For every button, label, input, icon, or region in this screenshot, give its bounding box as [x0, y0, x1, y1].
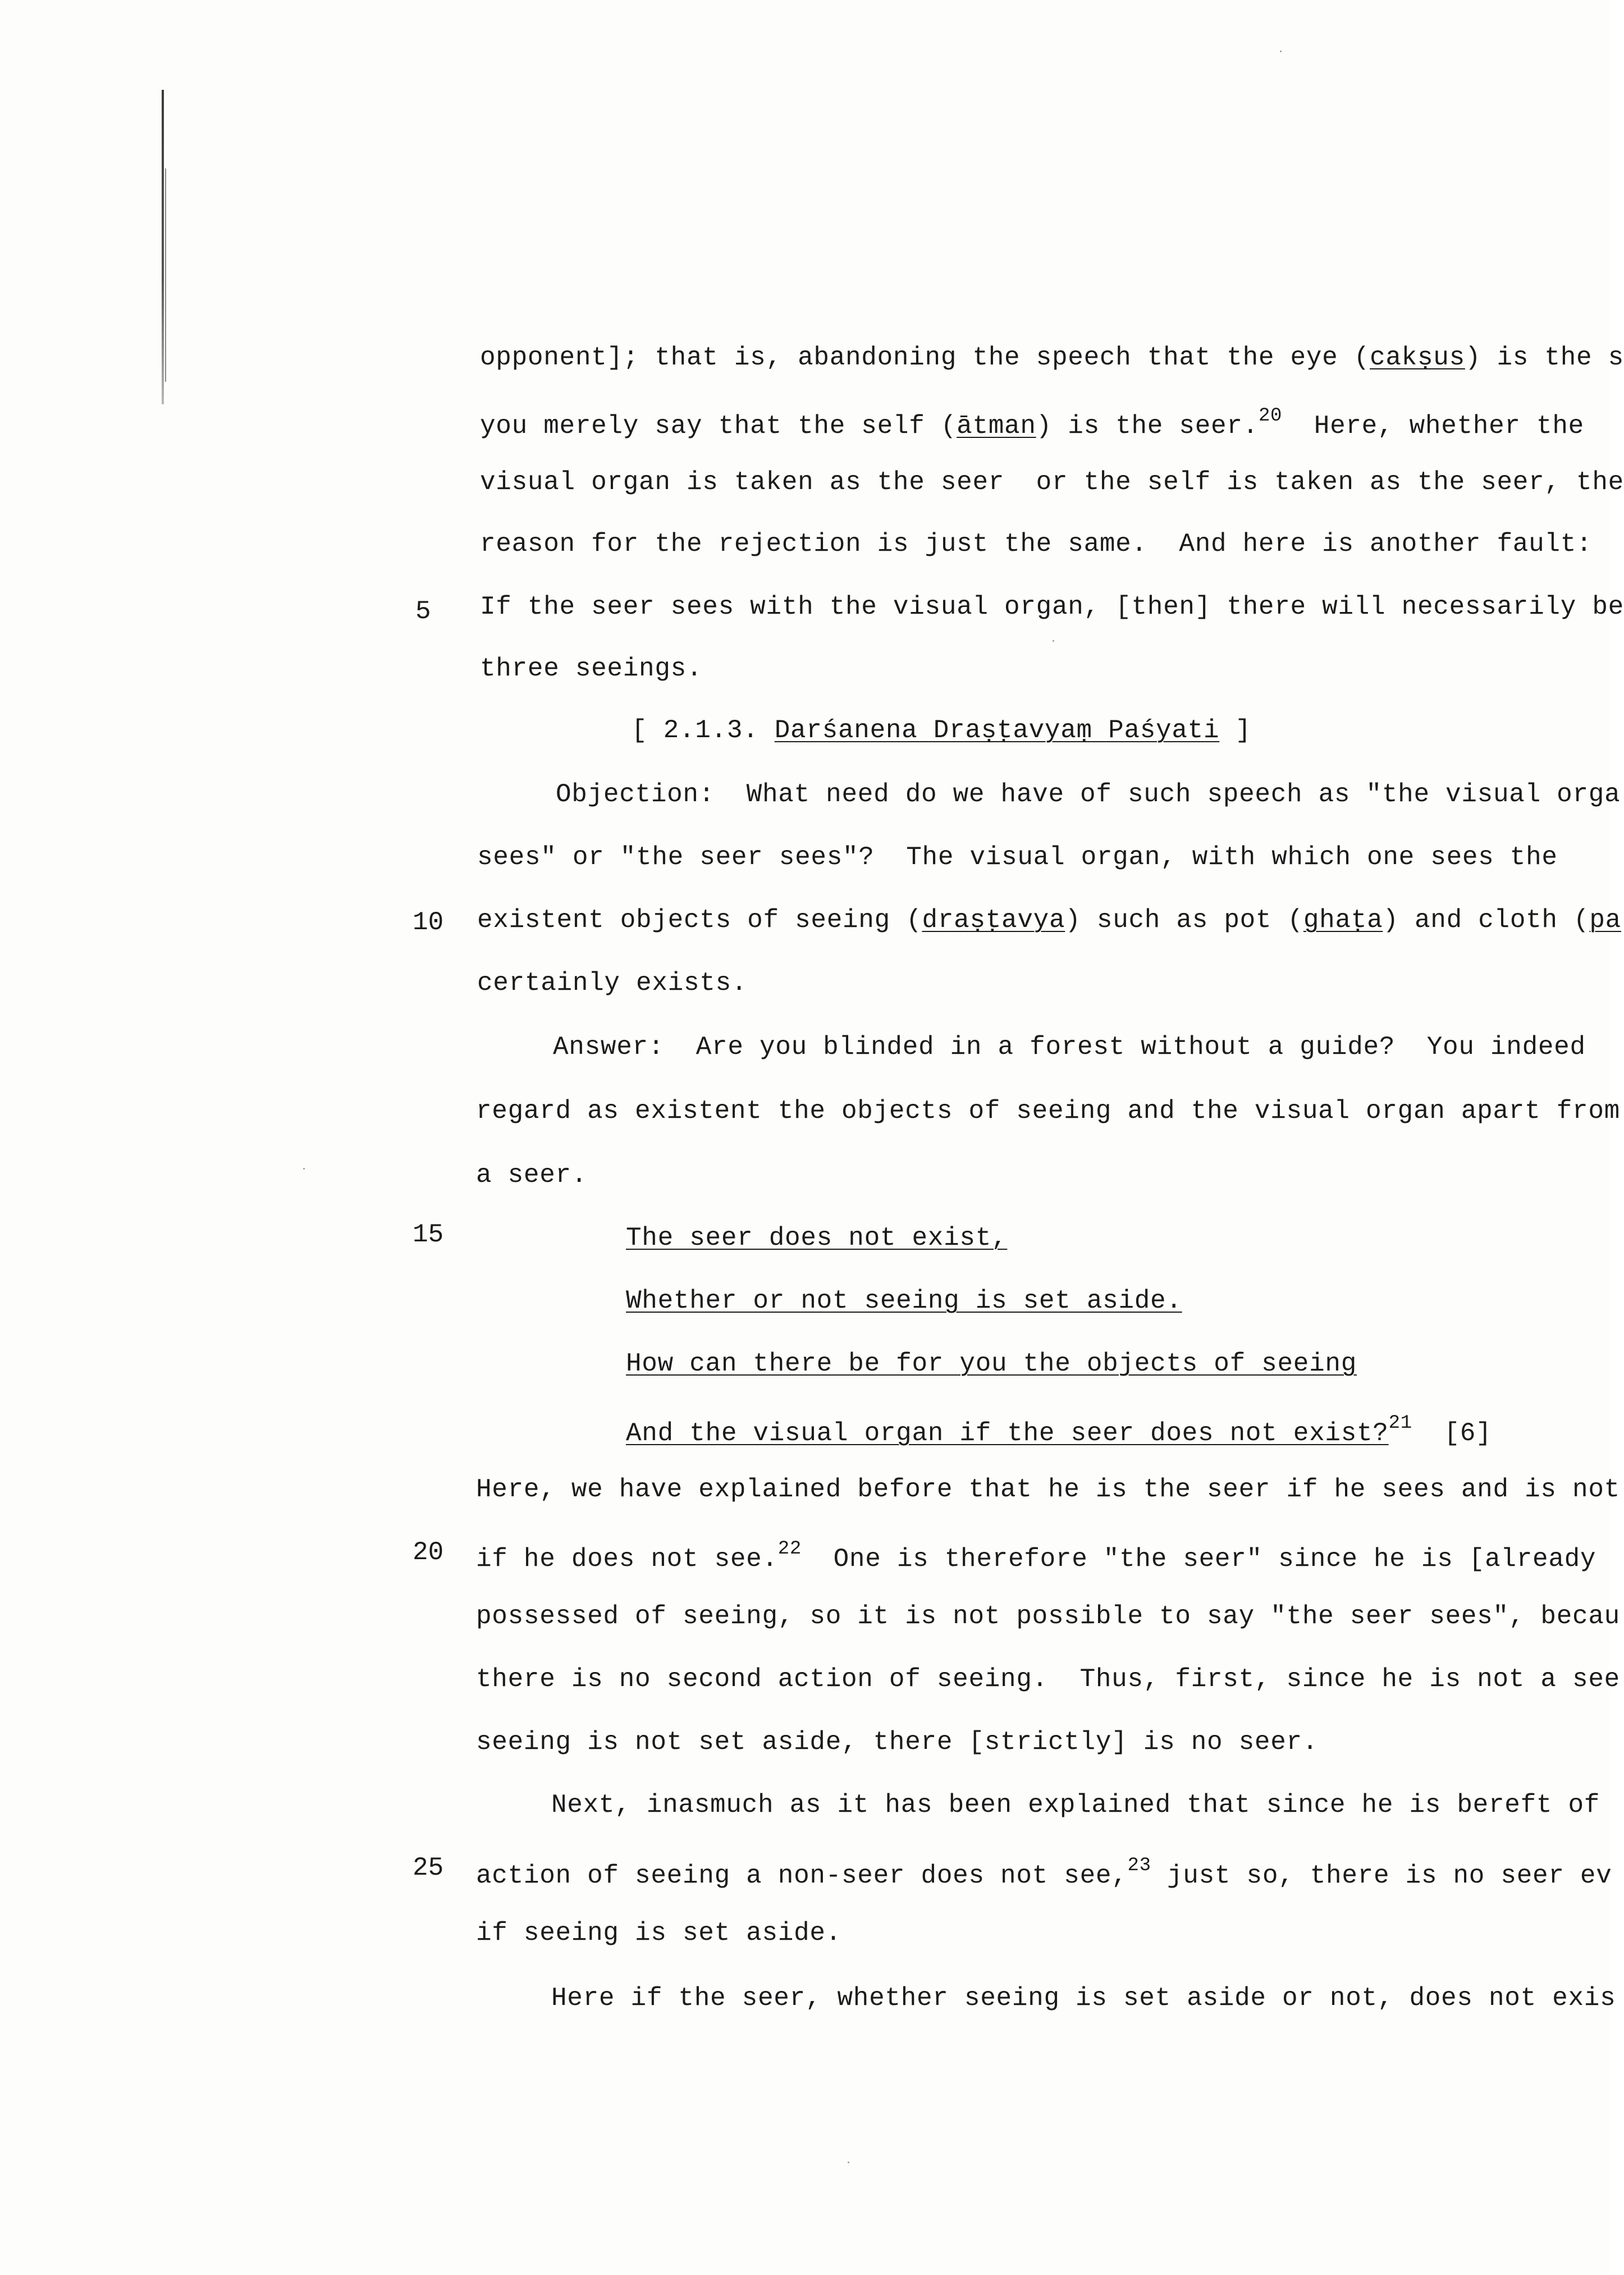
scan-edge-mark [162, 90, 164, 404]
footnote-ref: 21 [1388, 1413, 1412, 1434]
scan-speck [1053, 640, 1054, 642]
text-line: sees" or "the seer sees"? The visual organ, with which one sees the [477, 843, 1558, 872]
text-line: Objection: What need do we have of such speech as "the visual orga [556, 780, 1621, 809]
line-number: 15 [413, 1220, 444, 1249]
line-number: 20 [413, 1538, 444, 1567]
text-line: Answer: Are you blinded in a forest without a guide? You indeed [553, 1033, 1586, 1062]
text-line: seeing is not set aside, there [strictly] is no seer. [476, 1728, 1319, 1757]
footnote-ref: 23 [1127, 1855, 1151, 1876]
text-line: opponent]; that is, abandoning the speech that the eye (cakṣus) is the s [480, 343, 1624, 372]
text-line: if he does not see.$^{22}$ One is therefore "the seer" since he is [already [476, 1538, 1596, 1574]
text-line: possessed of seeing, so it is not possible to say "the seer sees", becau [476, 1602, 1620, 1631]
text-line: Here, we have explained before that he is the seer if he sees and is not [476, 1475, 1620, 1504]
verse-line: And the visual organ if the seer does not exist?$^{21}$ [6] [626, 1413, 1492, 1448]
text-line: three seeings. [480, 654, 703, 683]
text-line: there is no second action of seeing. Thus, first, since he is not a see [476, 1665, 1620, 1694]
text-line: regard as existent the objects of seeing and the visual organ apart from [476, 1097, 1620, 1126]
scan-speck [1280, 51, 1282, 52]
text-line: reason for the rejection is just the same. And here is another fault: [480, 529, 1593, 559]
text-line: existent objects of seeing (draṣṭavya) such as pot (ghaṭa) and cloth (pa [477, 906, 1621, 935]
text-line: a seer. [476, 1161, 588, 1190]
scan-speck [303, 1168, 305, 1170]
scan-edge-mark [165, 168, 166, 382]
footnote-ref: 20 [1258, 405, 1283, 427]
text-line: if seeing is set aside. [476, 1918, 842, 1948]
text-line: action of seeing a non-seer does not see,$^{23}$ just so, there is no seer ev [476, 1855, 1612, 1890]
line-number: 5 [415, 597, 431, 626]
footnote-ref: 22 [777, 1538, 802, 1560]
scan-speck [848, 2162, 849, 2163]
section-heading: [ 2.1.3. Darśanena Draṣṭavyaṃ Paśyati ] [632, 716, 1251, 745]
verse-line: How can there be for you the objects of seeing [626, 1349, 1357, 1378]
text-line: Next, inasmuch as it has been explained that since he is bereft of [551, 1790, 1600, 1820]
verse-line: The seer does not exist, [626, 1223, 1008, 1253]
text-line: Here if the seer, whether seeing is set aside or not, does not exis [551, 1984, 1616, 2013]
text-line: certainly exists. [477, 969, 748, 998]
text-line: If the seer sees with the visual organ, [then] there will necessarily be [480, 592, 1624, 622]
verse-line: Whether or not seeing is set aside. [626, 1286, 1182, 1315]
text-line: visual organ is taken as the seer or the self is taken as the seer, the [480, 468, 1624, 497]
line-number: 25 [413, 1853, 444, 1883]
line-number: 10 [413, 908, 444, 937]
text-line: you merely say that the self (ātman) is the seer.$^{20}$ Here, whether the [480, 405, 1584, 441]
